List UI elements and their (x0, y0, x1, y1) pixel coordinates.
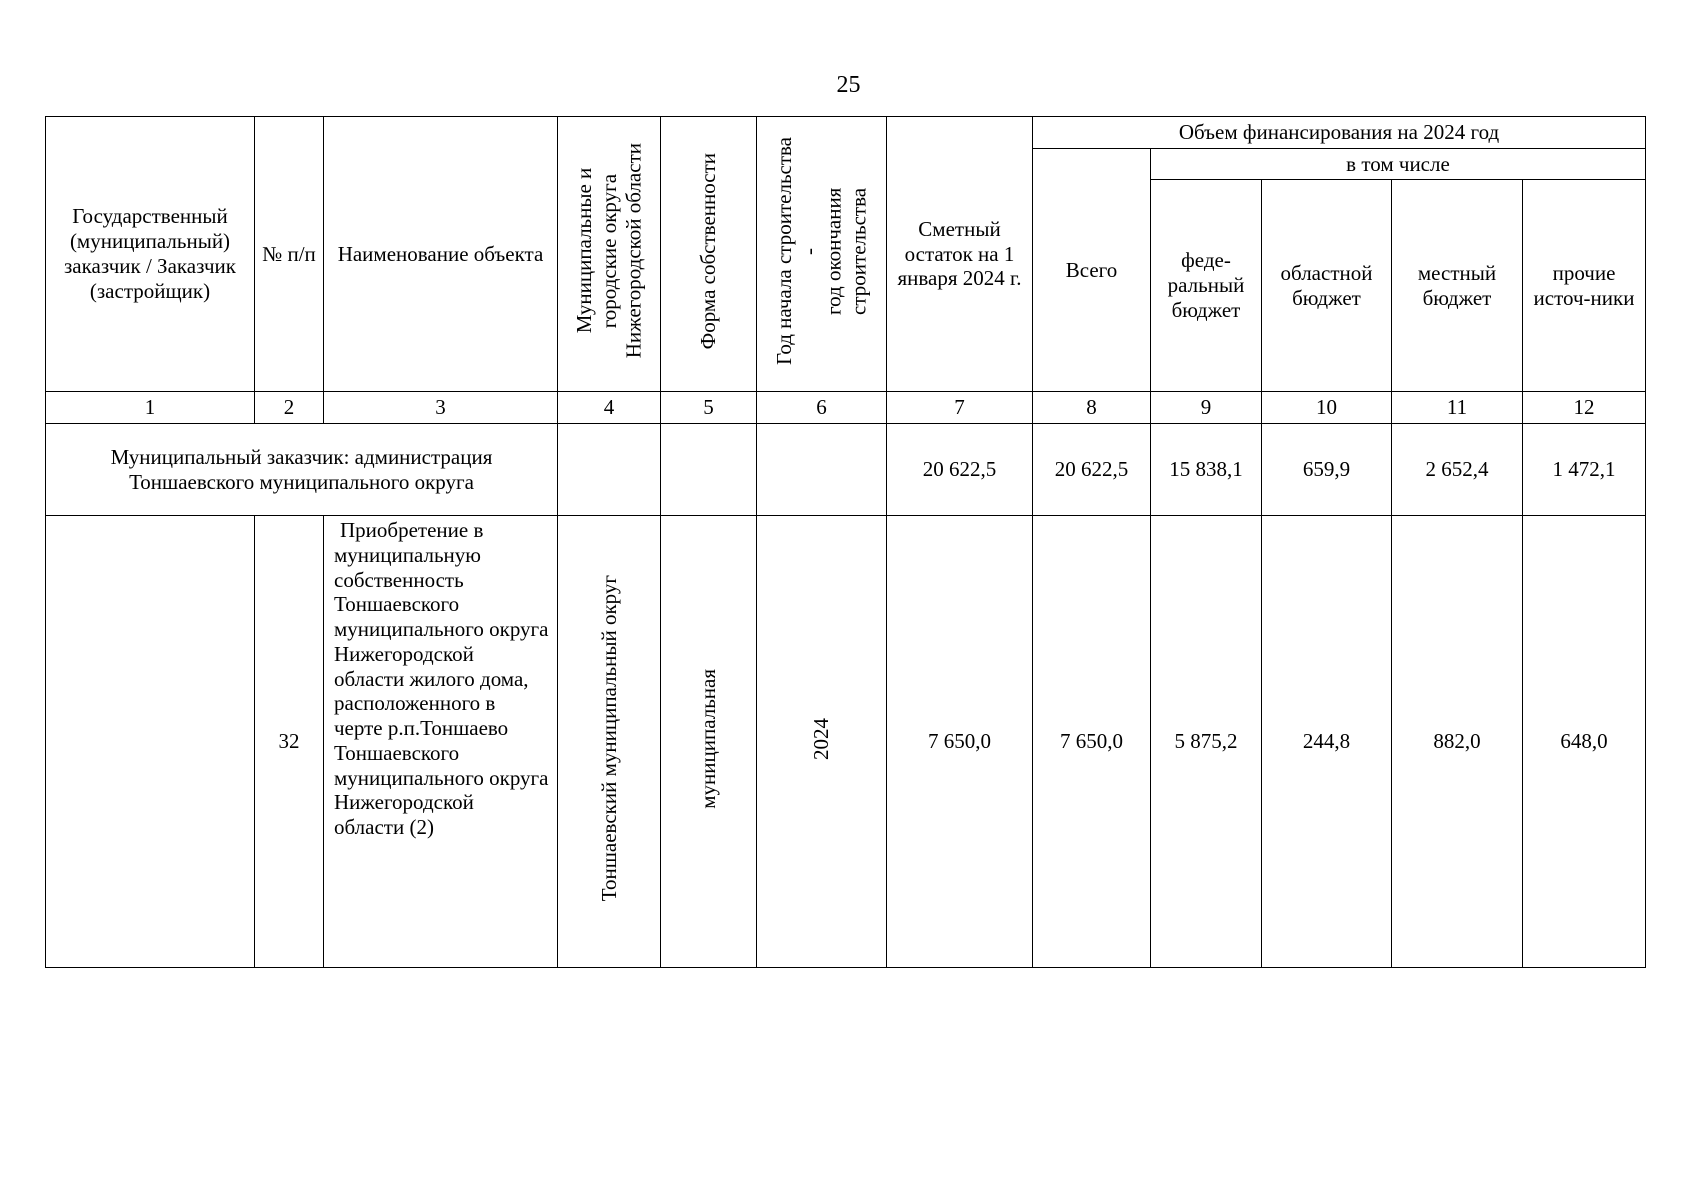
header-years-line-4: строительства (846, 187, 871, 315)
header-total: Всего (1033, 149, 1151, 392)
header-ownership (661, 117, 757, 392)
column-number: 4 (558, 392, 661, 424)
object-number: 32 (255, 516, 324, 968)
column-number: 12 (1523, 392, 1646, 424)
column-number: 11 (1392, 392, 1523, 424)
header-years-line-3: год окончания (821, 187, 846, 315)
column-number: 10 (1262, 392, 1392, 424)
customer-remainder: 20 622,5 (887, 424, 1033, 516)
header-including-group: в том числе (1151, 149, 1646, 180)
customer-row (46, 424, 1646, 516)
object-customer-empty (46, 516, 255, 968)
header-number: № п/п (255, 117, 324, 392)
object-district-cell (558, 516, 661, 968)
object-name-cell (324, 516, 558, 968)
header-customer: Государственный (муниципальный) заказчик / Заказчик (застройщик) (46, 117, 255, 392)
customer-other: 1 472,1 (1523, 424, 1646, 516)
header-districts-text (572, 143, 646, 358)
object-row (46, 516, 1646, 968)
header-federal: феде-ральный бюджет (1151, 180, 1262, 392)
header-ownership-text: Форма собственности (696, 152, 721, 350)
header-districts-line-3: Нижегородской области (621, 143, 646, 359)
customer-years-empty (757, 424, 887, 516)
object-local: 882,0 (1392, 516, 1523, 968)
object-remainder: 7 650,0 (887, 516, 1033, 968)
financing-table (45, 116, 1646, 968)
object-federal: 5 875,2 (1151, 516, 1262, 968)
header-years-line-1: Год начала строительства (771, 137, 796, 366)
header-districts-line-1: Муниципальные и (571, 168, 596, 334)
object-other: 648,0 (1523, 516, 1646, 968)
header-other: прочие источ-ники (1523, 180, 1646, 392)
header-years-text (772, 137, 871, 365)
object-name: Приобретение в муниципальную собственность Тоншаевского муниципального округа Нижегородской области жилого дома, расположенного в черте р.п.Тоншаево Тоншаевского муниципального округа Нижегородской области (2) (334, 518, 549, 840)
object-years: 2024 (809, 717, 834, 760)
page-number: 25 (836, 72, 861, 98)
header-years-line-2: - (796, 247, 821, 255)
column-number: 1 (46, 392, 255, 424)
object-ownership-cell (661, 516, 757, 968)
customer-regional: 659,9 (1262, 424, 1392, 516)
customer-total: 20 622,5 (1033, 424, 1151, 516)
header-districts-line-2: городские округа (596, 173, 621, 329)
column-numbers-row (46, 392, 1646, 424)
object-total: 7 650,0 (1033, 516, 1151, 968)
column-number: 9 (1151, 392, 1262, 424)
column-number: 2 (255, 392, 324, 424)
object-years-cell (757, 516, 887, 968)
customer-federal: 15 838,1 (1151, 424, 1262, 516)
customer-districts-empty (558, 424, 661, 516)
customer-local: 2 652,4 (1392, 424, 1523, 516)
object-ownership: муниципальная (696, 668, 721, 809)
header-object-name: Наименование объекта (324, 117, 558, 392)
header-regional: областной бюджет (1262, 180, 1392, 392)
object-district: Тоншаевский муниципальный округ (596, 575, 621, 902)
header-financing-group: Объем финансирования на 2024 год (1033, 117, 1646, 149)
customer-ownership-empty (661, 424, 757, 516)
column-number: 3 (324, 392, 558, 424)
column-number: 6 (757, 392, 887, 424)
header-local: местный бюджет (1392, 180, 1523, 392)
object-regional: 244,8 (1262, 516, 1392, 968)
column-number: 8 (1033, 392, 1151, 424)
header-years (757, 117, 887, 392)
column-number: 5 (661, 392, 757, 424)
customer-label: Муниципальный заказчик: администрация Тоншаевского муниципального округа (46, 424, 558, 516)
column-number: 7 (887, 392, 1033, 424)
header-remainder: Сметный остаток на 1 января 2024 г. (887, 117, 1033, 392)
header-districts (558, 117, 661, 392)
